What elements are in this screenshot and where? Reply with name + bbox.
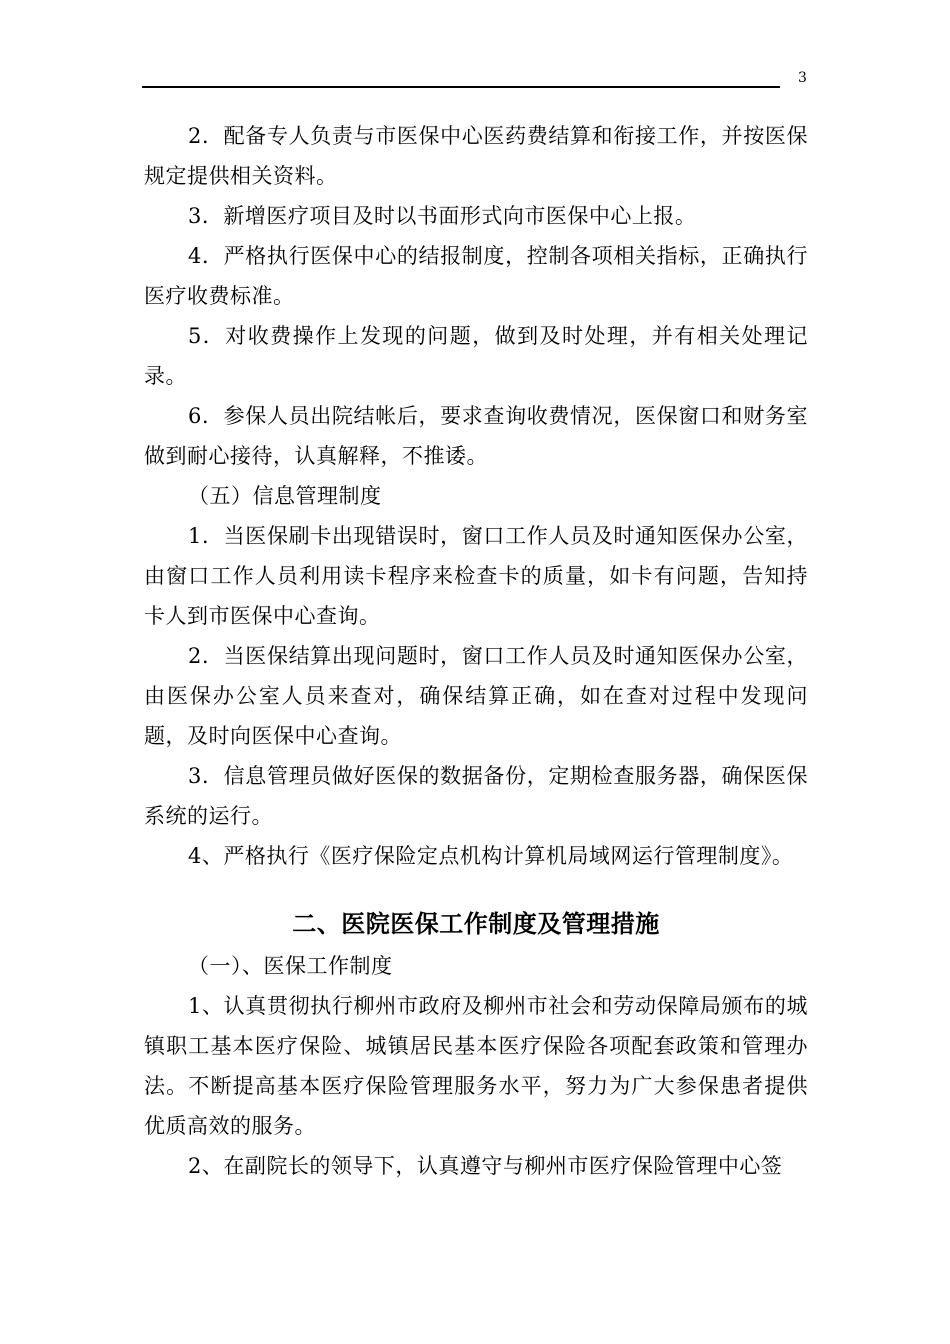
paragraph: 4、严格执行《医疗保险定点机构计算机局域网运行管理制度》。 (188, 844, 794, 868)
subsection-heading: （五）信息管理制度 (188, 484, 382, 508)
header-rule (142, 86, 780, 88)
paragraph: 3．信息管理员做好医保的数据备份，定期检查服务器，确保医保系统的运行。 (144, 764, 808, 828)
document-body (144, 116, 808, 1186)
paragraph: 1、认真贯彻执行柳州市政府及柳州市社会和劳动保障局颁布的城镇职工基本医疗保险、城镇居民基本医疗保险各项配套政策和管理办法。不断提高基本医疗保险管理服务水平，努力为广大参保患者提供优质高效的服务。 (144, 994, 808, 1138)
paragraph: 6．参保人员出院结帐后，要求查询收费情况，医保窗口和财务室做到耐心接待，认真解释，不推诿。 (144, 404, 808, 468)
paragraph: 2．配备专人负责与市医保中心医药费结算和衔接工作，并按医保规定提供相关资料。 (144, 124, 808, 188)
paragraph: 3．新增医疗项目及时以书面形式向市医保中心上报。 (188, 204, 697, 228)
subsection-heading: （一）、医保工作制度 (188, 954, 393, 978)
paragraph: 5．对收费操作上发现的问题，做到及时处理，并有相关处理记录。 (144, 324, 808, 388)
paragraph: 2．当医保结算出现问题时，窗口工作人员及时通知医保办公室，由医保办公室人员来查对，确保结算正确，如在查对过程中发现问题，及时向医保中心查询。 (144, 644, 808, 748)
page-number: 3 (798, 70, 807, 86)
paragraph: 2、在副院长的领导下，认真遵守与柳州市医疗保险管理中心签 (188, 1154, 783, 1178)
paragraph: 4．严格执行医保中心的结报制度，控制各项相关指标，正确执行医疗收费标准。 (144, 244, 808, 308)
section-heading: 二、医院医保工作制度及管理措施 (292, 909, 660, 938)
paragraph: 1．当医保刷卡出现错误时，窗口工作人员及时通知医保办公室，由窗口工作人员利用读卡程序来检查卡的质量，如卡有问题，告知持卡人到市医保中心查询。 (144, 524, 808, 628)
